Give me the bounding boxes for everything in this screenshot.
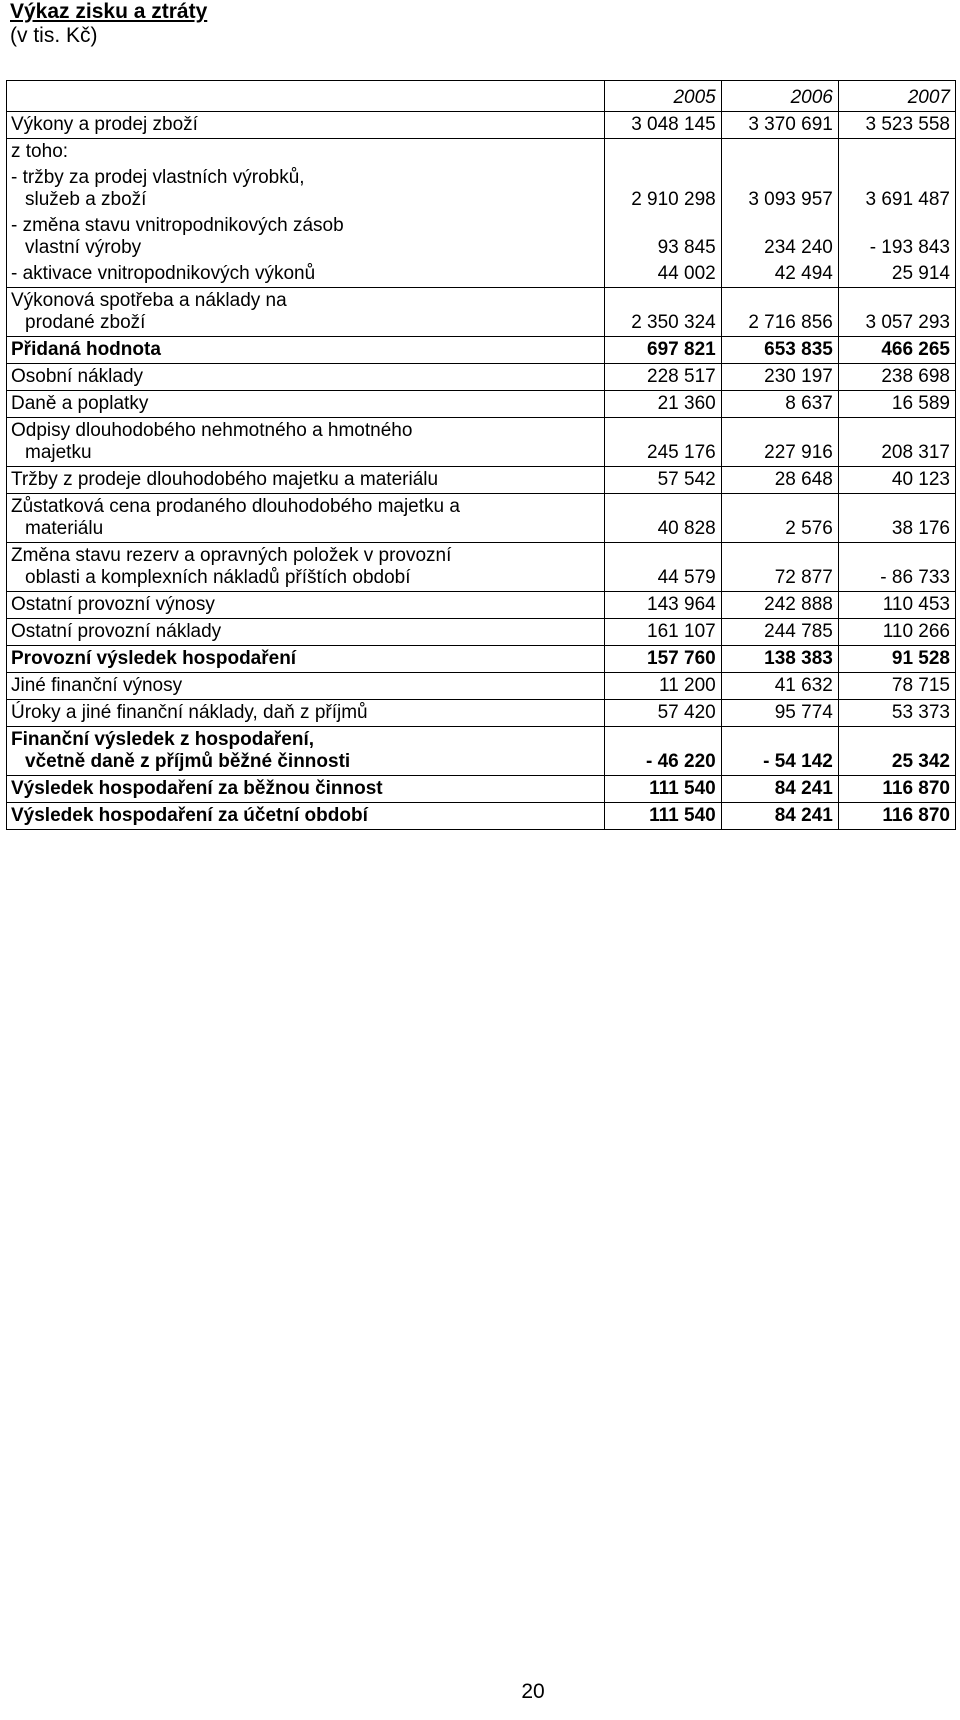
table-row <box>7 619 956 646</box>
row-label-line: včetně daně z příjmů běžné činnosti <box>25 751 351 772</box>
table-row <box>7 165 956 213</box>
row-label-line: Provozní výsledek hospodaření <box>11 648 297 669</box>
table-row <box>7 700 956 727</box>
value-cell-2005 <box>604 139 721 166</box>
value-cell-2006: 2 716 856 <box>721 288 838 337</box>
value-cell-2005: 111 540 <box>604 803 721 830</box>
row-label <box>7 700 605 727</box>
row-label <box>7 727 605 776</box>
row-label <box>7 165 605 213</box>
value-cell-2007: 3 523 558 <box>838 112 955 139</box>
value-cell-2005: 697 821 <box>604 337 721 364</box>
row-label-line: služeb a zboží <box>25 189 147 210</box>
value-cell-2005: 245 176 <box>604 418 721 467</box>
row-label-line: Výkony a prodej zboží <box>11 114 198 135</box>
year-header: 2006 <box>721 81 838 112</box>
value-cell-2005: 111 540 <box>604 776 721 803</box>
value-cell-2007: 466 265 <box>838 337 955 364</box>
year-header: 2005 <box>604 81 721 112</box>
row-label <box>7 139 605 166</box>
value-cell-2006: 244 785 <box>721 619 838 646</box>
row-label-line: Daně a poplatky <box>11 393 149 414</box>
row-label <box>7 288 605 337</box>
row-label-line: z toho: <box>11 141 69 162</box>
value-cell-2005: 143 964 <box>604 592 721 619</box>
table-header-row <box>7 81 956 112</box>
row-label-line: Výsledek hospodaření za účetní období <box>11 805 368 826</box>
value-cell-2005: 21 360 <box>604 391 721 418</box>
row-label <box>7 619 605 646</box>
row-label-line: - změna stavu vnitropodnikových zásob <box>11 215 344 236</box>
table-row <box>7 592 956 619</box>
table-row <box>7 337 956 364</box>
income-statement-body <box>7 81 956 830</box>
value-cell-2005: 157 760 <box>604 646 721 673</box>
row-label-line: Tržby z prodeje dlouhodobého majetku a materiálu <box>11 469 439 490</box>
row-label <box>7 592 605 619</box>
value-cell-2006: 242 888 <box>721 592 838 619</box>
row-label <box>7 673 605 700</box>
income-statement-table <box>6 80 956 830</box>
value-cell-2007: 3 057 293 <box>838 288 955 337</box>
table-row <box>7 467 956 494</box>
value-cell-2005: 57 420 <box>604 700 721 727</box>
table-row <box>7 364 956 391</box>
row-label-line: Přidaná hodnota <box>11 339 161 360</box>
row-label <box>7 467 605 494</box>
value-cell-2006: 95 774 <box>721 700 838 727</box>
row-label-line: Ostatní provozní výnosy <box>11 594 215 615</box>
row-label <box>7 261 605 288</box>
page-number: 20 <box>521 1680 545 1703</box>
row-label-line: Ostatní provozní náklady <box>11 621 222 642</box>
value-cell-2005: - 46 220 <box>604 727 721 776</box>
table-row <box>7 418 956 467</box>
value-cell-2006: - 54 142 <box>721 727 838 776</box>
value-cell-2005: 2 350 324 <box>604 288 721 337</box>
value-cell-2007: 40 123 <box>838 467 955 494</box>
row-label-line: materiálu <box>25 518 104 539</box>
value-cell-2005: 44 002 <box>604 261 721 288</box>
value-cell-2005: 40 828 <box>604 494 721 543</box>
value-cell-2005: 93 845 <box>604 213 721 261</box>
row-label-line: Odpisy dlouhodobého nehmotného a hmotného <box>11 420 413 441</box>
value-cell-2007: 110 453 <box>838 592 955 619</box>
table-row <box>7 803 956 830</box>
row-label <box>7 112 605 139</box>
value-cell-2005: 57 542 <box>604 467 721 494</box>
row-label-line: prodané zboží <box>25 312 146 333</box>
row-label-line: - tržby za prodej vlastních výrobků, <box>11 167 305 188</box>
row-label <box>7 646 605 673</box>
table-row <box>7 261 956 288</box>
table-row <box>7 673 956 700</box>
value-cell-2005: 44 579 <box>604 543 721 592</box>
row-label <box>7 803 605 830</box>
value-cell-2007: 110 266 <box>838 619 955 646</box>
row-label-line: Změna stavu rezerv a opravných položek v provozní <box>11 545 452 566</box>
row-label-line: Výkonová spotřeba a náklady na <box>11 290 287 311</box>
row-label <box>7 494 605 543</box>
header-label-cell <box>7 81 605 112</box>
value-cell-2007: 38 176 <box>838 494 955 543</box>
value-cell-2006: 234 240 <box>721 213 838 261</box>
row-label-line: Výsledek hospodaření za běžnou činnost <box>11 778 383 799</box>
value-cell-2007: 25 914 <box>838 261 955 288</box>
table-row <box>7 646 956 673</box>
value-cell-2007: 91 528 <box>838 646 955 673</box>
value-cell-2006: 138 383 <box>721 646 838 673</box>
value-cell-2007: 116 870 <box>838 803 955 830</box>
value-cell-2006 <box>721 139 838 166</box>
value-cell-2007: 238 698 <box>838 364 955 391</box>
value-cell-2006: 84 241 <box>721 803 838 830</box>
row-label-line: Zůstatková cena prodaného dlouhodobého majetku a <box>11 496 460 517</box>
value-cell-2007: 78 715 <box>838 673 955 700</box>
value-cell-2007: - 86 733 <box>838 543 955 592</box>
value-cell-2007: 25 342 <box>838 727 955 776</box>
row-label-line: majetku <box>25 442 92 463</box>
table-row <box>7 543 956 592</box>
value-cell-2006: 28 648 <box>721 467 838 494</box>
row-label <box>7 776 605 803</box>
value-cell-2007: 53 373 <box>838 700 955 727</box>
row-label <box>7 543 605 592</box>
value-cell-2007: 16 589 <box>838 391 955 418</box>
row-label <box>7 418 605 467</box>
table-row <box>7 288 956 337</box>
value-cell-2007: 208 317 <box>838 418 955 467</box>
value-cell-2006: 230 197 <box>721 364 838 391</box>
value-cell-2005: 228 517 <box>604 364 721 391</box>
value-cell-2006: 653 835 <box>721 337 838 364</box>
value-cell-2005: 11 200 <box>604 673 721 700</box>
value-cell-2007: 3 691 487 <box>838 165 955 213</box>
table-row <box>7 213 956 261</box>
value-cell-2006: 84 241 <box>721 776 838 803</box>
row-label-line: Úroky a jiné finanční náklady, daň z příjmů <box>11 702 368 723</box>
page-title: Výkaz zisku a ztráty <box>10 0 208 23</box>
row-label-line: Jiné finanční výnosy <box>11 675 183 696</box>
value-cell-2006: 8 637 <box>721 391 838 418</box>
row-label-line: oblasti a komplexních nákladů příštích období <box>25 567 411 588</box>
row-label <box>7 213 605 261</box>
row-label <box>7 337 605 364</box>
row-label-line: Finanční výsledek z hospodaření, <box>11 729 315 750</box>
row-label <box>7 364 605 391</box>
value-cell-2006: 3 370 691 <box>721 112 838 139</box>
value-cell-2007 <box>838 139 955 166</box>
value-cell-2007: 116 870 <box>838 776 955 803</box>
row-label-line: vlastní výroby <box>25 237 142 258</box>
unit-note: (v tis. Kč) <box>10 24 98 47</box>
table-row <box>7 727 956 776</box>
value-cell-2006: 3 093 957 <box>721 165 838 213</box>
value-cell-2006: 41 632 <box>721 673 838 700</box>
value-cell-2006: 42 494 <box>721 261 838 288</box>
table-row <box>7 494 956 543</box>
table-row <box>7 112 956 139</box>
value-cell-2007: - 193 843 <box>838 213 955 261</box>
row-label-line: Osobní náklady <box>11 366 144 387</box>
table-row <box>7 139 956 166</box>
row-label <box>7 391 605 418</box>
value-cell-2005: 3 048 145 <box>604 112 721 139</box>
year-header: 2007 <box>838 81 955 112</box>
table-row <box>7 391 956 418</box>
value-cell-2006: 227 916 <box>721 418 838 467</box>
value-cell-2006: 72 877 <box>721 543 838 592</box>
value-cell-2006: 2 576 <box>721 494 838 543</box>
table-row <box>7 776 956 803</box>
row-label-line: - aktivace vnitropodnikových výkonů <box>11 263 316 284</box>
value-cell-2005: 2 910 298 <box>604 165 721 213</box>
value-cell-2005: 161 107 <box>604 619 721 646</box>
